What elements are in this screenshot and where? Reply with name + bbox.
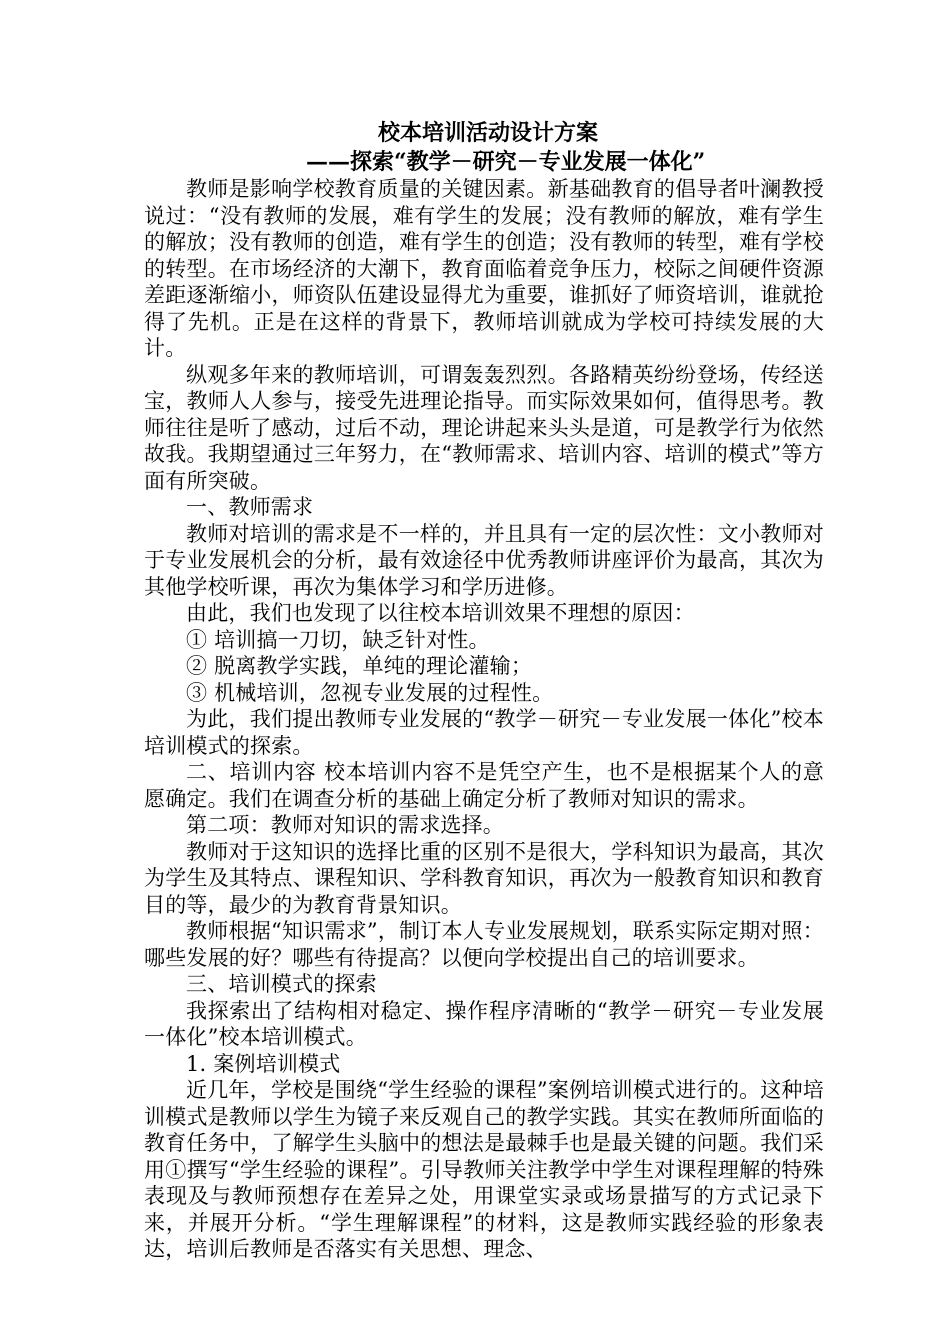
paragraph: 教师是影响学校教育质量的关键因素。新基础教育的倡导者叶澜教授说过：“没有教师的发展，难有学生的发展；没有教师的解放，难有学生的解放；没有教师的创造，难有学生的创造；没有教师的转型，难有学校的转型。在市场经济的大潮下，教育面临着竞争压力，校际之间硬件资源差距逐渐缩小，师资队伍建设显得尤为重要，谁抓好了师资培训，谁就抢得了先机。正是在这样的背景下，教师培训就成为学校可持续发展的大计。 xyxy=(144,177,824,360)
paragraph: 纵观多年来的教师培训，可谓轰轰烈烈。各路精英纷纷登场，传经送宝，教师人人参与，接受先进理论指导。而实际效果如何，值得思考。教师往往是听了感动，过后不动，理论讲起来头头是道，可是教学行为依然故我。我期望通过三年努力，在“教师需求、培训内容、培训的模式”等方面有所突破。 xyxy=(144,362,824,493)
document-title: 校本培训活动设计方案 xyxy=(377,120,598,146)
list-item: ② 脱离教学实践，单纯的理论灌输； xyxy=(186,654,533,678)
list-item: ③ 机械培训，忽视专业发展的过程性。 xyxy=(186,680,554,705)
subsection-heading: 1. 案例培训模式 xyxy=(186,1051,341,1076)
paragraph: 近几年，学校是围绕“学生经验的课程”案例培训模式进行的。这种培训模式是教师以学生为镜子来反观自己的教学实践。其实在教师所面临的教育任务中，了解学生头脑中的想法是最棘手也是最关键的问题。我们采用①撰写“学生经验的课程”。引导教师关注教学中学生对课程理解的特殊表现及与教师预想存在差异之处，用课堂实录或场景描写的方式记录下来，并展开分析。“学生理解课程”的材料，这是教师实践经验的形象表达，培训后教师是否落实有关思想、理念、 xyxy=(144,1078,824,1261)
paragraph: 教师对培训的需求是不一样的，并且具有一定的层次性：文小教师对于专业发展机会的分析，最有效途径中优秀教师讲座评价为最高，其次为其他学校听课，再次为集体学习和学历进修。 xyxy=(144,521,824,599)
document-page xyxy=(144,118,824,1263)
paragraph: 第二项：教师对知识的需求选择。 xyxy=(186,813,504,837)
paragraph: 教师根据“知识需求”，制订本人专业发展规划，联系实际定期对照：哪些发展的好？哪些有待提高？以便向学校提出自己的培训要求。 xyxy=(144,919,824,970)
document-subtitle: ——探索“教学－研究－专业发展一体化” xyxy=(306,149,706,175)
paragraph: 为此，我们提出教师专业发展的“教学－研究－专业发展一体化”校本培训模式的探索。 xyxy=(144,707,824,758)
paragraph: 二、培训内容 校本培训内容不是凭空产生，也不是根据某个人的意愿确定。我们在调查分析的基础上确定分析了教师对知识的需求。 xyxy=(144,760,824,811)
paragraph: 由此，我们也发现了以往校本培训效果不理想的原因： xyxy=(186,601,695,625)
list-item: ① 培训搞一刀切，缺乏针对性。 xyxy=(186,627,490,652)
paragraph: 教师对于这知识的选择比重的区别不是很大，学科知识为最高，其次为学生及其特点、课程知识、学科教育知识，再次为一般教育知识和教育目的等，最少的为教育背景知识。 xyxy=(144,839,824,917)
paragraph: 我探索出了结构相对稳定、操作程序清晰的“教学－研究－专业发展一体化”校本培训模式。 xyxy=(144,998,824,1049)
section-heading: 三、培训模式的探索 xyxy=(186,972,377,996)
section-heading: 一、教师需求 xyxy=(186,495,314,519)
